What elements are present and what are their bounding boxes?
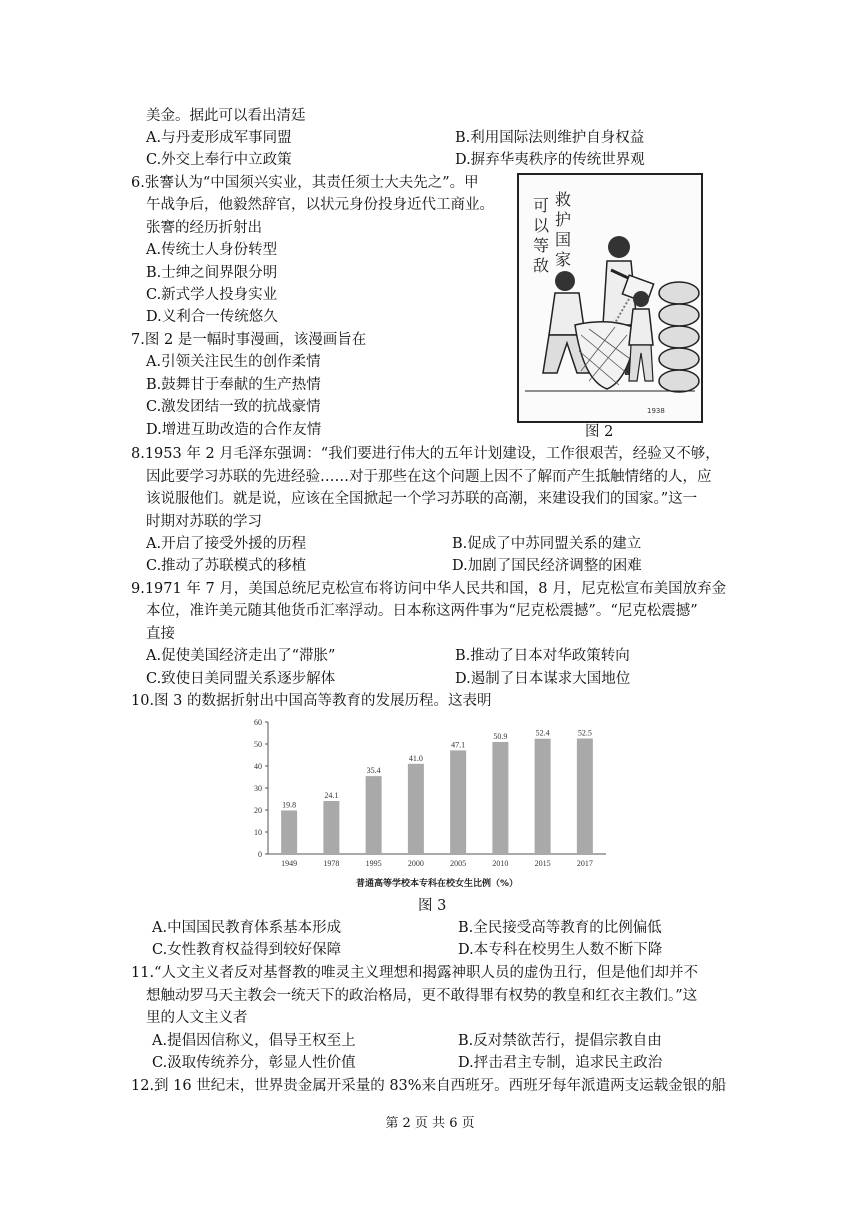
bar-value-label: 24.1 [324,790,339,800]
q7-option-c: C.激发团结一致的抗战豪情 [146,399,321,415]
q6-option-c: C.新式学人投身实业 [146,287,278,303]
q8-option-d: D.加剧了国民经济调整的困难 [452,558,642,574]
q9-stem-line-2: 本位，准许美元随其他货币汇率浮动。日本称这两件事为“尼克松震撼”。“尼克松震撼” [146,603,698,619]
y-tick-label: 20 [254,806,262,815]
bar-value-label: 19.8 [282,800,297,810]
cartoon-slogan-7: 等 [533,236,550,255]
bar-value-label: 41.0 [408,753,423,763]
q11-option-c: C.汲取传统养分，彰显人性价值 [152,1055,356,1071]
cartoon-slogan-1: 救 [555,190,572,209]
figure-2-cartoon [517,173,703,423]
q7-option-a: A.引领关注民生的创作柔情 [146,354,321,370]
q6-option-d: D.义利合一传统悠久 [146,309,278,325]
y-tick-label: 30 [254,784,262,793]
q6-option-a: A.传统士人身份转型 [146,242,278,258]
q8-option-b: B.促成了中苏同盟关系的建立 [452,536,642,552]
q7-stem: 7.图 2 是一幅时事漫画，该漫画旨在 [131,332,367,348]
figure-3-caption: 图 3 [418,898,447,914]
x-tick-label: 2000 [407,859,424,868]
q11-stem-line-2: 想触动罗马天主教会一统天下的政治格局，更不敢得罪有权势的教皇和红衣主教们。”这 [146,988,698,1004]
q6-option-b: B.士绅之间界限分明 [146,265,278,281]
cartoon-slogan-5: 可 [533,196,550,215]
y-tick-label: 50 [254,740,262,749]
x-tick-label: 1978 [323,859,340,868]
x-tick-label: 1949 [281,859,298,868]
bar [492,742,508,854]
y-tick-label: 40 [254,762,262,771]
x-tick-label: 2010 [492,859,509,868]
q11-option-b: B.反对禁欲苦行，提倡宗教自由 [458,1033,662,1049]
q11-option-a: A.提倡因信称义，倡导王权至上 [152,1033,356,1049]
q8-stem-line-3: 该说服他们。就是说，应该在全国掀起一个学习苏联的高潮，来建设我们的国家。”这一 [146,491,698,507]
bar-value-label: 50.9 [493,732,508,742]
q8-option-a: A.开启了接受外援的历程 [146,536,307,552]
q9-stem-line-3: 直接 [146,626,175,642]
bar [281,810,297,854]
x-tick-label: 2015 [534,859,551,868]
q9-option-d: D.遏制了日本谋求大国地位 [455,671,631,687]
q6-stem-line-3: 张謇的经历折射出 [146,220,262,236]
bar-value-label: 52.5 [577,728,592,738]
figure-2-caption: 图 2 [585,424,614,440]
bar [450,750,466,854]
q9-option-a: A.促使美国经济走出了“滞胀” [146,648,336,664]
x-tick-label: 2017 [576,859,593,868]
q10-option-d: D.本专科在校男生人数不断下降 [458,942,663,958]
q8-option-c: C.推动了苏联模式的移植 [146,558,307,574]
cartoon-slogan-3: 国 [555,230,572,249]
cartoon-signature: 1938 [647,407,665,415]
q11-stem-line-3: 里的人文主义者 [146,1010,248,1026]
q8-stem-line-1: 8.1953 年 2 月毛泽东强调：“我们要进行伟大的五年计划建设，工作很艰苦，经验又不够， [131,446,720,462]
bar [323,801,339,854]
bar-value-label: 52.4 [535,728,550,738]
q8-stem-line-2: 因此要学习苏联的先进经验……对于那些在这个问题上因不了解而产生抵触情绪的人，应 [146,469,712,485]
cartoon-slogan-2: 护 [555,210,572,229]
bar [577,739,593,855]
q10-option-b: B.全民接受高等教育的比例偏低 [458,920,662,936]
q11-stem-line-1: 11.“人文主义者反对基督教的唯灵主义理想和揭露神职人员的虚伪丑行，但是他们却并不 [131,965,698,981]
q6-stem-line-1: 6.张謇认为“中国须兴实业，其责任须士大夫先之”。甲 [131,175,479,191]
q9-option-b: B.推动了日本对华政策转向 [455,648,630,664]
y-tick-label: 10 [254,828,262,837]
q7-option-b: B.鼓舞甘于奉献的生产热情 [146,377,321,393]
q5-option-c: C.外交上奉行中立政策 [146,152,292,168]
q6-stem-line-2: 午战争后，他毅然辞官，以状元身份投身近代工商业。 [146,197,494,213]
y-tick-label: 60 [254,718,262,727]
q7-option-d: D.增进互助改造的合作友情 [146,422,322,438]
q10-option-c: C.女性教育权益得到较好保障 [152,942,342,958]
q11-option-d: D.抨击君主专制，追求民主政治 [458,1055,663,1071]
q5-option-d: D.摒弃华夷秩序的传统世界观 [455,152,645,168]
x-axis-label: 普通高等学校本专科在校女生比例（%） [355,879,519,889]
cartoon-drawing [519,175,701,421]
figure-3-chart [240,712,620,892]
q10-option-a: A.中国国民教育体系基本形成 [152,920,342,936]
q5-option-a: A.与丹麦形成军事同盟 [146,130,292,146]
bar [366,776,382,854]
q5-stem-end: 美金。据此可以看出清廷 [146,108,306,124]
q10-stem: 10.图 3 的数据折射出中国高等教育的发展历程。这表明 [131,693,492,709]
bar-value-label: 47.1 [451,740,466,750]
cartoon-slogan-8: 敌 [533,256,550,275]
bar [535,739,551,854]
x-tick-label: 2005 [450,859,467,868]
cartoon-slogan-4: 家 [555,250,572,269]
q5-option-b: B.利用国际法则维护自身权益 [455,130,645,146]
cartoon-slogan-6: 以 [533,216,550,235]
q12-stem-line-1: 12.到 16 世纪末，世界贵金属开采量的 83%来自西班牙。西班牙每年派遣两支运载金银的船 [131,1078,727,1094]
bar [408,764,424,854]
y-tick-label: 0 [258,850,262,859]
q9-stem-line-1: 9.1971 年 7 月，美国总统尼克松宣布将访问中华人民共和国，8 月，尼克松宣布美国放弃金 [131,581,727,597]
bar-chart [240,712,620,892]
bar-value-label: 35.4 [366,766,381,776]
q8-stem-line-4: 时期对苏联的学习 [146,514,262,530]
q9-option-c: C.致使日美同盟关系逐步解体 [146,671,336,687]
page-footer: 第 2 页 共 6 页 [385,1116,475,1131]
x-tick-label: 1995 [365,859,382,868]
